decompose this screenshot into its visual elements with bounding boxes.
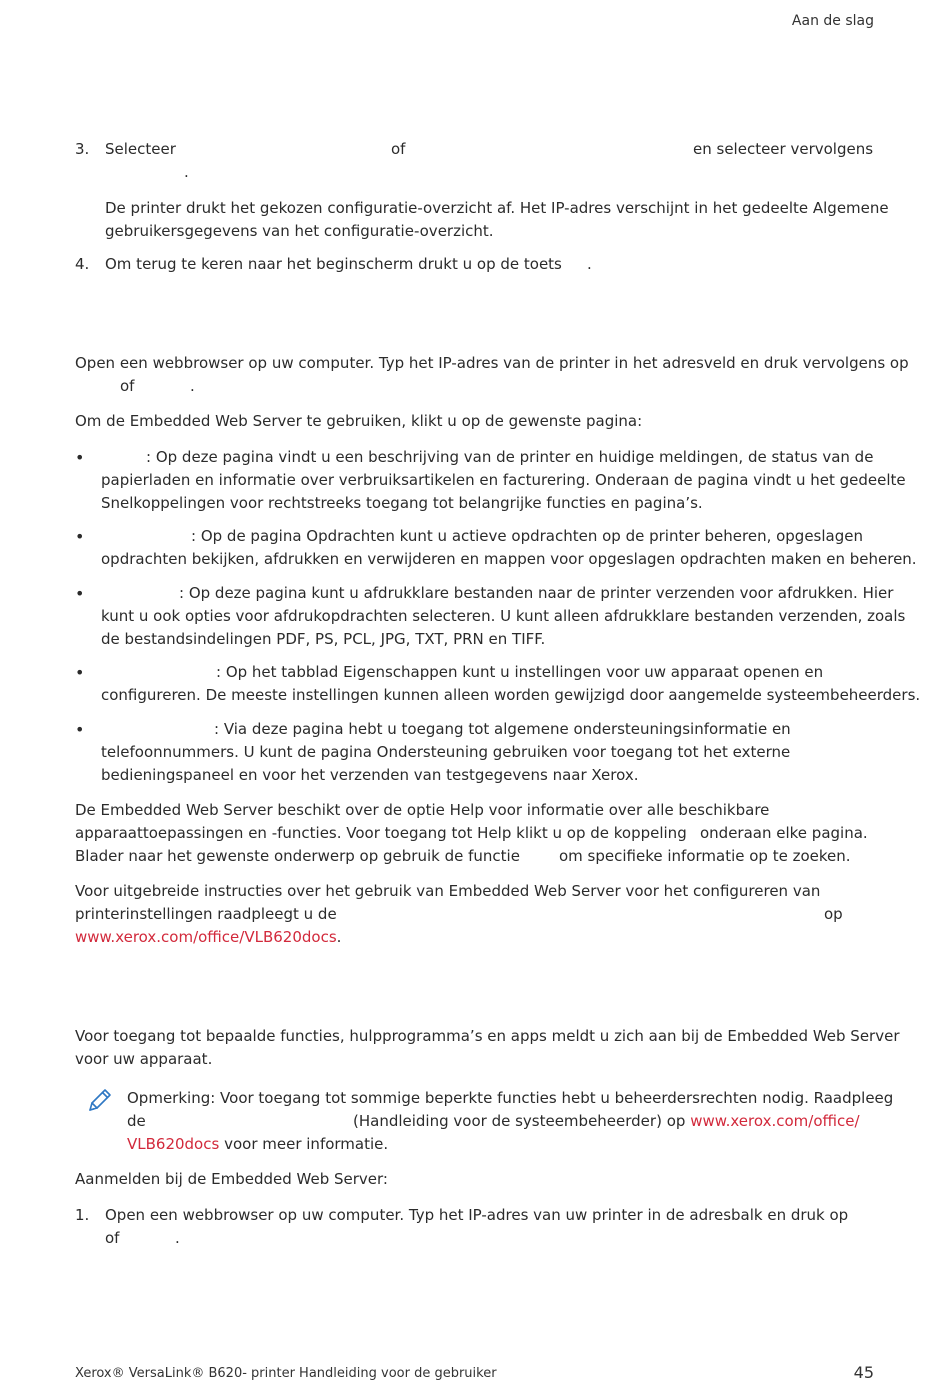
page-number: 45 xyxy=(853,1363,874,1382)
login-step-text: of xyxy=(105,1229,120,1247)
ews-intro: . xyxy=(190,377,195,395)
bullet-text: de bestandsindelingen PDF, PS, PCL, JPG, TXT, PRN en TIFF. xyxy=(101,630,546,648)
docs-link[interactable]: www.xerox.com/office/ xyxy=(690,1112,860,1130)
instructions-paragraph: printerinstellingen raadpleegt u de xyxy=(75,905,337,923)
bullet-text: : Op deze pagina kunt u afdrukklare bestanden naar de printer verzenden voor afdrukken. Hier xyxy=(179,584,894,602)
docs-link[interactable]: www.xerox.com/office/VLB620docs xyxy=(75,928,337,946)
note-text: voor meer informatie. xyxy=(224,1135,389,1153)
bullet-text: : Op de pagina Opdrachten kunt u actieve opdrachten op de printer beheren, opgeslagen xyxy=(191,527,863,545)
step4-text: . xyxy=(587,255,592,273)
bullet-marker: • xyxy=(75,584,85,603)
ews-use-text: Om de Embedded Web Server te gebruiken, klikt u op de gewenste pagina: xyxy=(75,412,643,430)
help-paragraph: onderaan elke pagina. xyxy=(700,824,868,842)
instructions-paragraph: Voor uitgebreide instructies over het gebruik van Embedded Web Server voor het configureren van xyxy=(75,882,821,900)
bullet-marker: • xyxy=(75,448,85,467)
help-paragraph: De Embedded Web Server beschikt over de optie Help voor informatie over alle beschikbare xyxy=(75,801,770,819)
bullet-text: : Via deze pagina hebt u toegang tot algemene ondersteuningsinformatie en xyxy=(214,720,791,738)
step3-text: of xyxy=(391,140,406,158)
step4-text: Om terug te keren naar het beginscherm drukt u op de toets xyxy=(105,255,562,273)
bullet-text: bedieningspaneel en voor het verzenden van testgegevens naar Xerox. xyxy=(101,766,639,784)
note-text: (Handleiding voor de systeembeheerder) op xyxy=(353,1112,686,1130)
bullet-text: : Op het tabblad Eigenschappen kunt u instellingen voor uw apparaat openen en xyxy=(216,663,824,681)
step3-body: De printer drukt het gekozen configuratie-overzicht af. Het IP-adres verschijnt in het gedeelte Algemene xyxy=(105,199,889,217)
step3-text: . xyxy=(184,163,189,181)
login-title: Aanmelden bij de Embedded Web Server: xyxy=(75,1170,388,1188)
help-paragraph: om specifieke informatie op te zoeken. xyxy=(559,847,851,865)
help-paragraph: apparaattoepassingen en -functies. Voor toegang tot Help klikt u op de koppeling xyxy=(75,824,687,842)
instructions-paragraph: op xyxy=(824,905,843,923)
bullet-marker: • xyxy=(75,720,85,739)
ews-intro: Open een webbrowser op uw computer. Typ het IP-adres van de printer in het adresveld en druk vervolgens op xyxy=(75,354,909,372)
login-intro: voor uw apparaat. xyxy=(75,1050,213,1068)
bullet-text: configureren. De meeste instellingen kunnen alleen worden gewijzigd door aangemelde systeembeheerders. xyxy=(101,686,921,704)
login-intro: Voor toegang tot bepaalde functies, hulpprogramma’s en apps meldt u zich aan bij de Embedded Web Server xyxy=(75,1027,900,1045)
ews-intro: of xyxy=(120,377,135,395)
login-step-text: . xyxy=(175,1229,180,1247)
bullet-marker: • xyxy=(75,527,85,546)
step3-text: Selecteer xyxy=(105,140,176,158)
help-paragraph: Blader naar het gewenste onderwerp op gebruik de functie xyxy=(75,847,520,865)
running-header: Aan de slag xyxy=(791,13,874,29)
bullet-text: : Op deze pagina vindt u een beschrijving van de printer en huidige meldingen, de status van de xyxy=(146,448,874,466)
bullet-text: Snelkoppelingen voor rechtstreeks toegang tot belangrijke functies en pagina’s. xyxy=(101,494,703,512)
login-step-text: Open een webbrowser op uw computer. Typ het IP-adres van uw printer in de adresbalk en druk op xyxy=(105,1206,849,1224)
bullet-text: papierladen en informatie over verbruiksartikelen en facturering. Onderaan de pagina vindt u het gedeelte xyxy=(101,471,906,489)
pencil-icon xyxy=(86,1086,114,1114)
instructions-paragraph-end: . xyxy=(336,928,342,946)
footer-title: Xerox® VersaLink® B620- printer Handleiding voor de gebruiker xyxy=(75,1366,497,1381)
bullet-text: telefoonnummers. U kunt de pagina Ondersteuning gebruiken voor toegang tot het externe xyxy=(101,743,791,761)
bullet-text: opdrachten bekijken, afdrukken en verwijderen en mappen voor opgeslagen opdrachten maken en beheren. xyxy=(101,550,917,568)
step3-text: en selecteer vervolgens xyxy=(693,140,874,158)
docs-link[interactable]: VLB620docs xyxy=(127,1135,220,1153)
bullet-marker: • xyxy=(75,663,85,682)
step-number: 3. xyxy=(75,140,90,158)
step-number: 4. xyxy=(75,255,90,273)
bullet-text: kunt u ook opties voor afdrukopdrachten selecteren. U kunt alleen afdrukklare bestanden verzenden, zoals xyxy=(101,607,906,625)
note-text: Opmerking: Voor toegang tot sommige beperkte functies hebt u beheerdersrechten nodig. Raadpleeg xyxy=(127,1089,894,1107)
step-number: 1. xyxy=(75,1206,90,1224)
step3-body: gebruikersgegevens van het configuratie-overzicht. xyxy=(105,222,494,240)
note-text: de xyxy=(127,1112,146,1130)
